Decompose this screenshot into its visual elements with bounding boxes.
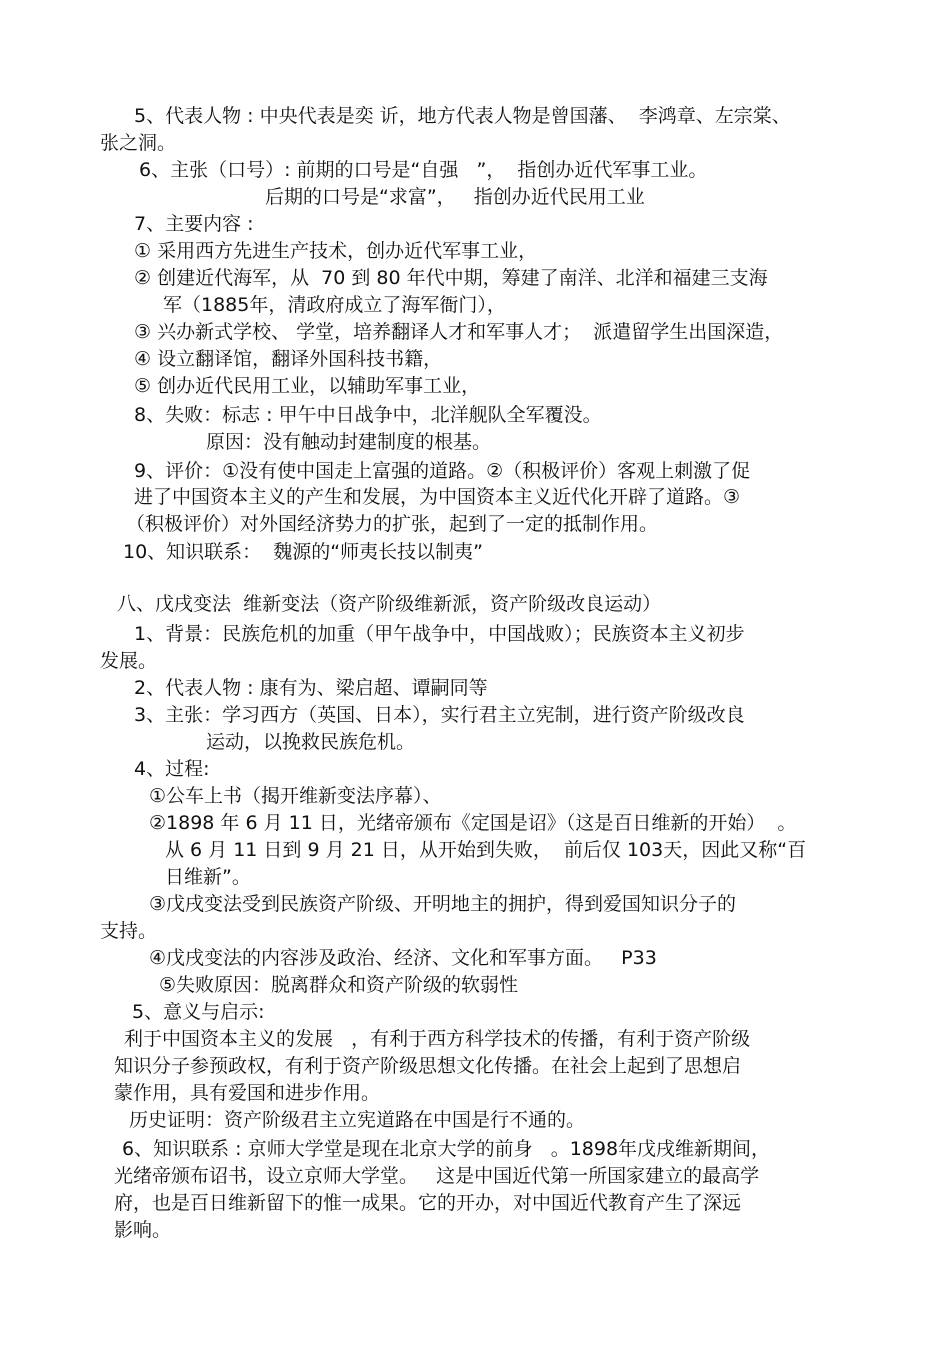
text-line: 4、过程: xyxy=(134,758,210,780)
text-line: 9、评价：①没有使中国走上富强的道路。②（积极评价）客观上刺激了促 xyxy=(134,460,751,482)
section-heading: 八、戊戌变法 维新变法（资产阶级维新派，资产阶级改良运动） xyxy=(117,593,662,615)
text-line: 原因：没有触动封建制度的根基。 xyxy=(206,431,492,453)
text-line: 运动，以挽救民族危机。 xyxy=(206,731,416,753)
text-line: 张之洞。 xyxy=(100,132,177,154)
text-line: 支持。 xyxy=(100,920,158,942)
text-line: 光绪帝颁布诏书，设立京师大学堂。 这是中国近代第一所国家建立的最高学 xyxy=(114,1165,760,1187)
text-line: ③戊戌变法受到民族资产阶级、开明地主的拥护，得到爱国知识分子的 xyxy=(149,893,737,915)
text-line: 6、主张（口号）: 前期的口号是“自强 ”， 指创办近代军事工业。 xyxy=(139,159,708,181)
text-line: 5、意义与启示: xyxy=(132,1001,265,1023)
text-line: 影响。 xyxy=(114,1219,172,1241)
text-line: 知识分子参预政权，有利于资产阶级思想文化传播。在社会上起到了思想启 xyxy=(114,1055,742,1077)
text-line: 6、知识联系 : 京师大学堂是现在北京大学的前身 。1898年戊戌维新期间， xyxy=(122,1138,771,1160)
text-line: 后期的口号是“求富”， 指创办近代民用工业 xyxy=(265,186,645,208)
text-line: ① 采用西方先进生产技术，创办近代军事工业， xyxy=(134,240,538,262)
text-line: ⑤ 创办近代民用工业，以辅助军事工业， xyxy=(134,375,481,397)
text-line: 进了中国资本主义的产生和发展，为中国资本主义近代化开辟了道路。③ xyxy=(134,486,741,508)
text-line: 蒙作用，具有爱国和进步作用。 xyxy=(114,1082,381,1104)
text-line: ④戊戌变法的内容涉及政治、经济、文化和军事方面。 P33 xyxy=(149,947,657,969)
text-line: 3、主张：学习西方（英国、日本），实行君主立宪制，进行资产阶级改良 xyxy=(134,704,745,726)
text-line: ④ 设立翻译馆，翻译外国科技书籍， xyxy=(134,348,443,370)
text-line: 1、背景：民族危机的加重（甲午战争中，中国战败）；民族资本主义初步 xyxy=(134,623,745,645)
text-line: 7、主要内容 : xyxy=(134,213,254,235)
text-line: ③ 兴办新式学校、 学堂，培养翻译人才和军事人才； 派遣留学生出国深造， xyxy=(134,321,784,343)
text-line: ② 创建近代海军，从 70 到 80 年代中期，筹建了南洋、北洋和福建三支海 xyxy=(134,267,768,289)
text-line: 8、失败：标志 : 甲午中日战争中，北洋舰队全军覆没。 xyxy=(134,404,602,426)
text-line: 军（1885年，清政府成立了海军衙门）， xyxy=(163,294,506,316)
text-line: ①公车上书（揭开维新变法序幕）、 xyxy=(149,785,442,807)
text-line: （积极评价）对外国经济势力的扩张，起到了一定的抵制作用。 xyxy=(126,513,659,535)
text-line: ②1898 年 6 月 11 日，光绪帝颁布《定国是诏》（这是百日维新的开始） 。 xyxy=(149,812,797,834)
text-line: 发展。 xyxy=(100,650,158,672)
text-line: 2、代表人物 : 康有为、梁启超、谭嗣同等 xyxy=(134,677,488,699)
text-line: 从 6 月 11 日到 9 月 21 日，从开始到失败， 前后仅 103天，因此又称“百 xyxy=(165,839,807,861)
text-line: 历史证明：资产阶级君主立宪道路在中国是行不通的。 xyxy=(129,1109,586,1131)
text-line: 10、知识联系： 魏源的“师夷长技以制夷” xyxy=(123,541,483,563)
text-line: 日维新”。 xyxy=(165,866,251,888)
text-line: 5、代表人物 : 中央代表是奕 䜣，地方代表人物是曾国藩、 李鸿章、左宗棠、 xyxy=(134,105,791,127)
text-line: 利于中国资本主义的发展 ，有利于西方科学技术的传播，有利于资产阶级 xyxy=(124,1028,751,1050)
text-line: ⑤失败原因：脱离群众和资产阶级的软弱性 xyxy=(159,974,519,996)
text-line: 府，也是百日维新留下的惟一成果。它的开办，对中国近代教育产生了深远 xyxy=(114,1192,742,1214)
